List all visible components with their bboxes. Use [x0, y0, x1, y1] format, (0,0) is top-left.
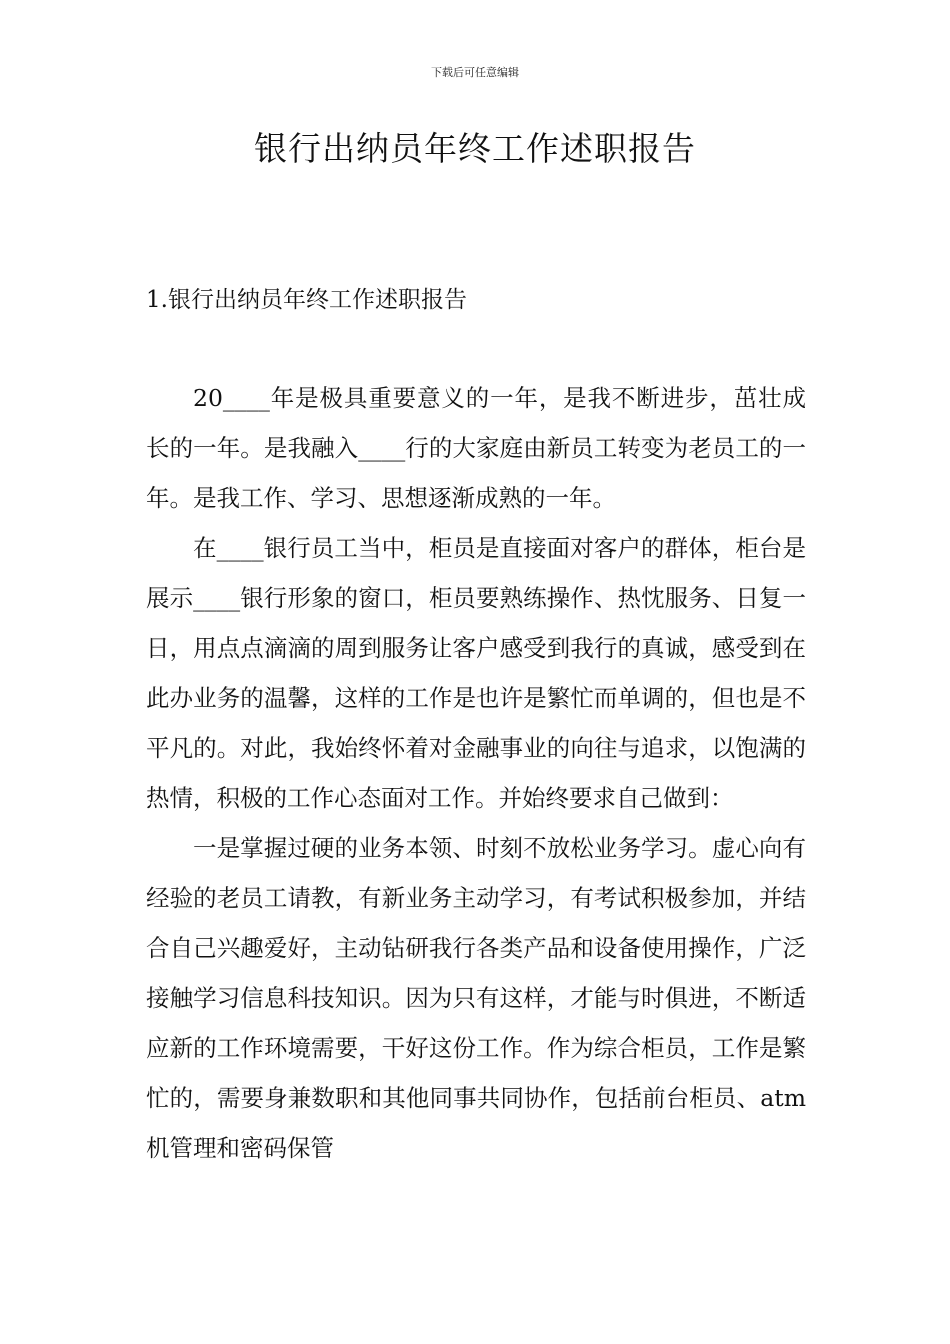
document-title: 银行出纳员年终工作述职报告: [254, 129, 696, 168]
paragraph-2: 在____银行员工当中，柜员是直接面对客户的群体，柜台是展示____银行形象的窗口，柜员要熟练操作、热忱服务、日复一日，用点点滴滴的周到服务让客户感受到我行的真诚，感受到在此办业务的温馨，这样的工作是也许是繁忙而单调的，但也是不平凡的。对此，我始终怀着对金融事业的向往与追求，以饱满的热情，积极的工作心态面对工作。并始终要求自己做到：: [146, 534, 806, 812]
header-note: 下载后可任意编辑: [431, 66, 519, 79]
paragraph-1: 20____年是极具重要意义的一年，是我不断进步，茁壮成长的一年。是我融入____行的大家庭由新员工转变为老员工的一年。是我工作、学习、思想逐渐成熟的一年。: [146, 384, 806, 512]
paragraph-3: 一是掌握过硬的业务本领、时刻不放松业务学习。虚心向有经验的老员工请教，有新业务主动学习，有考试积极参加，并结合自己兴趣爱好，主动钻研我行各类产品和设备使用操作，广泛接触学习信息科技知识。因为只有这样，才能与时俱进，不断适应新的工作环境需要，干好这份工作。作为综合柜员，工作是繁忙的，需要身兼数职和其他同事共同协作，包括前台柜员、atm机管理和密码保管: [146, 834, 806, 1162]
body-text: [146, 373, 806, 1173]
section-heading: 1.银行出纳员年终工作述职报告: [146, 287, 467, 313]
